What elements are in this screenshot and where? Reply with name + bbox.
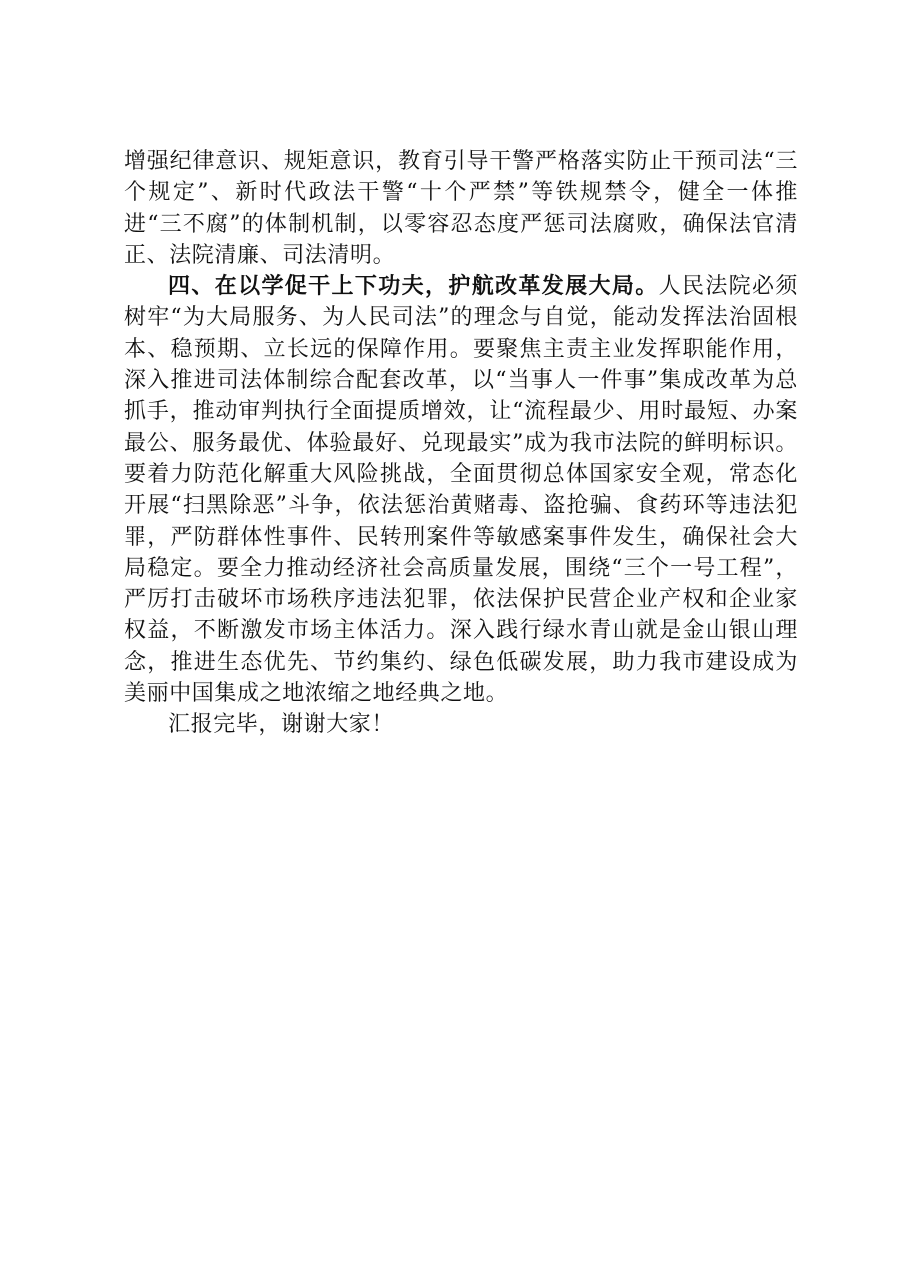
paragraph-discipline: 增强纪律意识、规矩意识，教育引导干警严格落实防止干预司法“三个规定”、新时代政法干警“十个严禁”等铁规禁令，健全一体推进“三不腐”的体制机制，以零容忍态度严惩司法腐败，确保法官清正、法院清廉、司法清明。 xyxy=(124,149,798,268)
section-four-body: 人民法院必须树牢“为大局服务、为人民司法”的理念与自觉，能动发挥法治固根本、稳预期、立长远的保障作用。要聚焦主责主业发挥职能作用，深入推进司法体制综合配套改革，以“当事人一件事”集成改革为总抓手，推动审判执行全面提质增效，让“流程最少、用时最短、办案最公、服务最优、体验最好、兑现最实”成为我市法院的鲜明标识。要着力防范化解重大风险挑战，全面贯彻总体国家安全观，常态化开展“扫黑除恶”斗争，依法惩治黄赌毒、盗抢骗、食药环等违法犯罪，严防群体性事件、民转刑案件等敏感案事件发生，确保社会大局稳定。要全力推动经济社会高质量发展，围绕“三个一号工程”，严厉打击破坏市场秩序违法犯罪，依法保护民营企业产权和企业家权益，不断激发市场主体活力。深入践行绿水青山就是金山银山理念，推进生态优先、节约集约、绿色低碳发展，助力我市建设成为美丽中国集成之地浓缩之地经典之地。 xyxy=(124,274,798,707)
document-body xyxy=(124,146,798,741)
section-four-heading: 四、在以学促干上下功夫，护航改革发展大局。 xyxy=(168,274,659,300)
paragraph-closing: 汇报完毕，谢谢大家！ xyxy=(168,712,395,738)
paragraph-section-four xyxy=(124,271,798,709)
